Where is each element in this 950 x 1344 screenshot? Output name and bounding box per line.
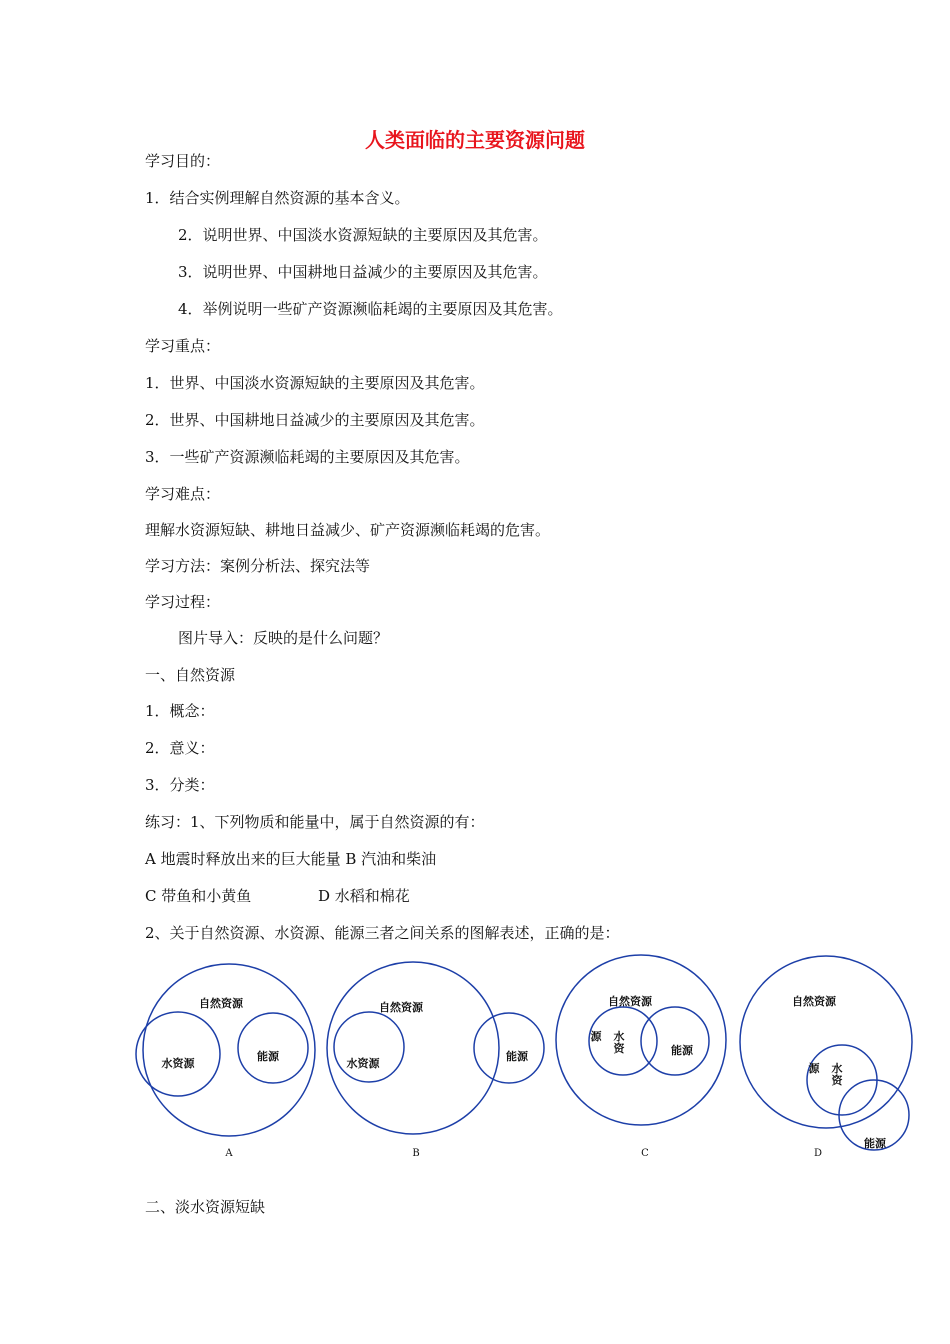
- key-points-heading: 学习重点：: [145, 337, 221, 355]
- energy-label: 能源: [671, 1044, 693, 1057]
- energy-label: 能源: [257, 1050, 279, 1063]
- section1-heading: 一、自然资源: [145, 666, 236, 684]
- water-resources-circle: [136, 1012, 220, 1096]
- natural-resources-circle: [327, 962, 499, 1134]
- difficulties-heading: 学习难点：: [145, 485, 221, 503]
- difficulties-text: 理解水资源短缺、耕地日益减少、矿产资源濒临耗竭的危害。: [145, 521, 551, 539]
- venn-diagram-figure: [0, 940, 950, 1170]
- natural-resources-circle: [740, 956, 912, 1128]
- exercise-question-2: 2、关于自然资源、水资源、能源三者之间关系的图解表述，正确的是：: [145, 924, 620, 942]
- water-label-part: 源: [808, 1062, 820, 1075]
- section1-item: 3．分类：: [145, 776, 215, 794]
- exercise-q1-options: A 地震时释放出来的巨大能量 B 汽油和柴油: [145, 850, 437, 868]
- water-label-part: 水: [613, 1030, 625, 1043]
- energy-label: 能源: [506, 1050, 528, 1063]
- key-point-item: 3．一些矿产资源濒临耗竭的主要原因及其危害。: [145, 448, 470, 466]
- exercise-option-d: D 水稻和棉花: [318, 887, 410, 905]
- section2-heading: 二、淡水资源短缺: [145, 1198, 266, 1216]
- exercise-question-1: 练习：1、下列物质和能量中，属于自然资源的有：: [145, 813, 485, 831]
- diagram-option-b: [327, 962, 544, 1159]
- water-label-part: 资: [831, 1074, 843, 1087]
- process-intro: 图片导入：反映的是什么问题？: [178, 629, 389, 647]
- energy-circle: [641, 1007, 709, 1075]
- diagram-option-a: [136, 964, 315, 1159]
- energy-circle: [474, 1013, 544, 1083]
- natural-resources-label: 自然资源: [199, 997, 243, 1010]
- natural-resources-circle: [143, 964, 315, 1136]
- method-text: 学习方法：案例分析法、探究法等: [145, 557, 371, 575]
- key-point-item: 1．世界、中国淡水资源短缺的主要原因及其危害。: [145, 374, 485, 392]
- water-label-part: 源: [590, 1030, 602, 1043]
- natural-resources-label: 自然资源: [379, 1001, 423, 1014]
- natural-resources-label: 自然资源: [792, 995, 836, 1008]
- option-caption: A: [225, 1148, 233, 1159]
- diagram-option-c: [556, 955, 726, 1159]
- section1-item: 1．概念：: [145, 702, 215, 720]
- exercise-q1-options-row: [145, 886, 645, 906]
- exercise-option-c: C 带鱼和小黄鱼: [145, 887, 252, 905]
- option-caption: C: [641, 1148, 649, 1159]
- process-heading: 学习过程：: [145, 593, 221, 611]
- section1-item: 2．意义：: [145, 739, 215, 757]
- water-resources-label: 水资源: [161, 1057, 195, 1070]
- natural-resources-label: 自然资源: [608, 995, 652, 1008]
- objective-item: 2．说明世界、中国淡水资源短缺的主要原因及其危害。: [178, 226, 548, 244]
- objective-item: 4．举例说明一些矿产资源濒临耗竭的主要原因及其危害。: [178, 300, 563, 318]
- water-resources-circle: [334, 1012, 404, 1082]
- objectives-heading: 学习目的：: [145, 152, 221, 170]
- water-label-part: 资: [613, 1042, 625, 1055]
- diagram-option-d: [740, 956, 912, 1159]
- water-label-part: 水: [831, 1062, 843, 1075]
- objective-item: 1．结合实例理解自然资源的基本含义。: [145, 189, 410, 207]
- page-title: 人类面临的主要资源问题: [365, 128, 585, 152]
- energy-label: 能源: [864, 1137, 886, 1150]
- objective-item: 3．说明世界、中国耕地日益减少的主要原因及其危害。: [178, 263, 548, 281]
- energy-circle: [238, 1013, 308, 1083]
- option-caption: B: [412, 1148, 420, 1159]
- key-point-item: 2．世界、中国耕地日益减少的主要原因及其危害。: [145, 411, 485, 429]
- water-resources-label: 水资源: [346, 1057, 380, 1070]
- option-caption: D: [813, 1148, 823, 1159]
